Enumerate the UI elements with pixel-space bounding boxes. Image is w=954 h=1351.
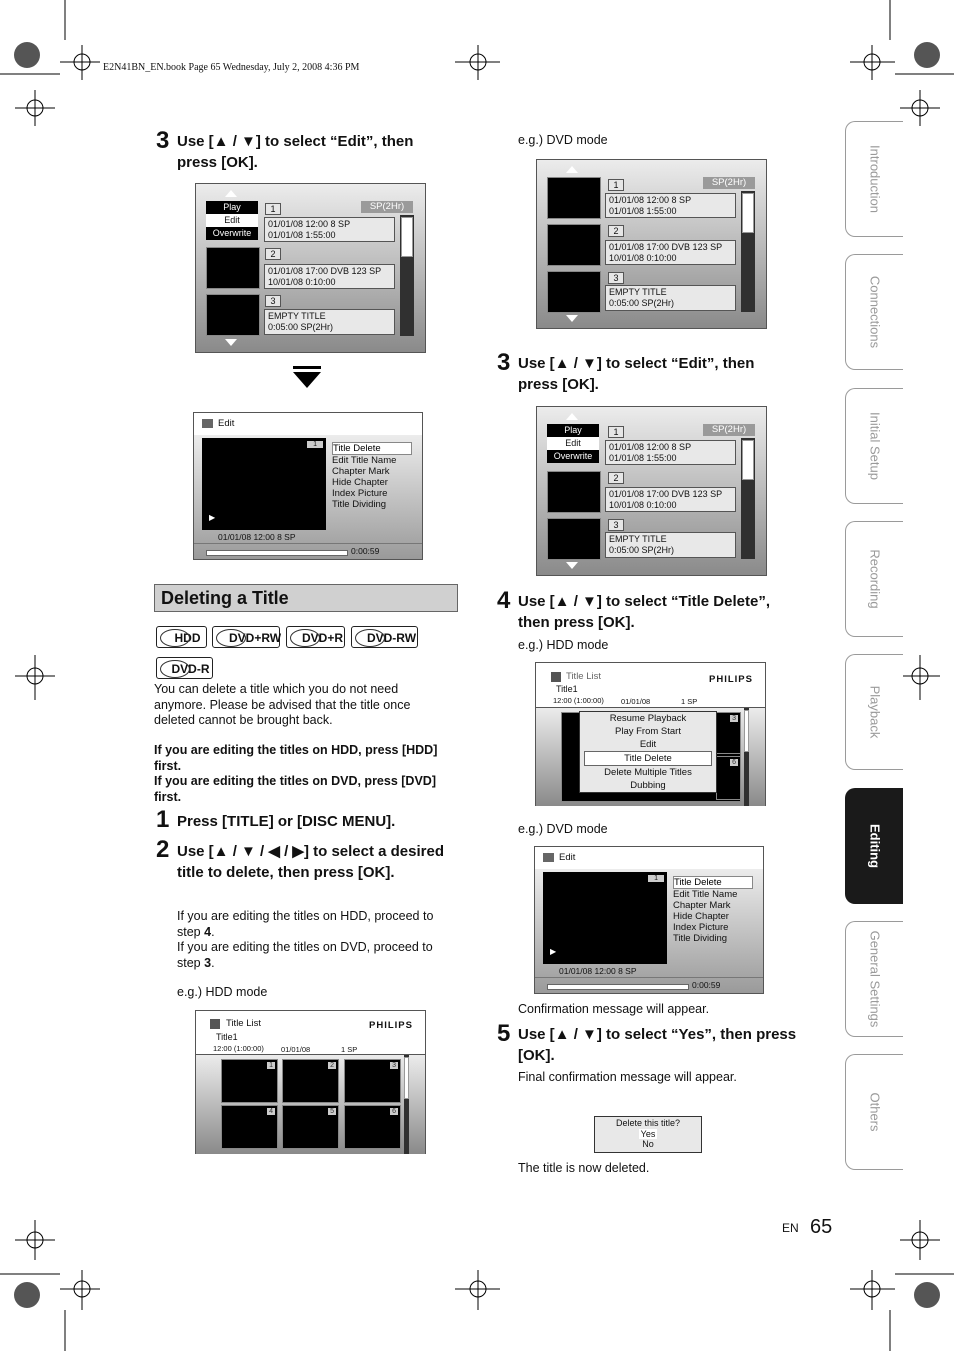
menu-item-overwrite[interactable]: Overwrite xyxy=(206,227,258,240)
play-icon: ▶ xyxy=(550,947,557,956)
context-menu xyxy=(206,201,258,240)
arrow-down-icon xyxy=(566,562,578,569)
title-thumbnail[interactable]: 3 xyxy=(716,712,741,754)
disc-badge-hdd: HDD xyxy=(156,626,207,648)
title-info: EMPTY TITLE 0:05:00 SP(2Hr) xyxy=(605,532,736,558)
edit-screen xyxy=(193,412,423,560)
scrollbar[interactable] xyxy=(400,215,414,336)
edit-info: 01/01/08 12:00 8 SP xyxy=(559,966,637,976)
menu-item-play[interactable]: Play xyxy=(206,201,258,214)
step-number: 3 xyxy=(156,127,170,154)
tab-others[interactable]: Others xyxy=(845,1054,903,1170)
edit-menu-item[interactable]: Title Delete xyxy=(673,876,753,889)
popup-menu-item[interactable]: Edit xyxy=(639,739,657,750)
title-thumbnail[interactable]: 2 xyxy=(282,1059,339,1103)
language-code: EN xyxy=(782,1221,799,1235)
title-number: 3 xyxy=(608,272,624,284)
edit-icon xyxy=(202,419,213,428)
title-number: 2 xyxy=(608,225,624,237)
edit-menu-item[interactable]: Hide Chapter xyxy=(673,911,729,922)
menu-item-edit[interactable]: Edit xyxy=(224,215,240,225)
title-thumbnail[interactable]: 6 xyxy=(716,756,741,800)
title-thumbnail xyxy=(206,247,260,289)
step-text: Use [▲ / ▼] to select “Title Delete”, then press [OK]. xyxy=(518,593,770,631)
disc-badge-dvd-plus-r: DVD+R xyxy=(286,626,345,648)
edit-menu-item[interactable]: Chapter Mark xyxy=(673,900,731,911)
page-number: 65 xyxy=(810,1216,833,1238)
title-number: 1 xyxy=(608,179,624,191)
example-label: e.g.) HDD mode xyxy=(177,985,268,999)
title-info: 01/01/08 17:00 DVB 123 SP 10/01/08 0:10:00 xyxy=(605,487,736,512)
preview-area: 1 ▶ Title Delete Edit Title Name Chapter Mark Hide Chapter Index Picture Title Dividing 01/01/08 12:00 8 SP 0:00:59 xyxy=(194,435,422,559)
no-button[interactable]: No xyxy=(642,1139,654,1149)
title-list-icon xyxy=(210,1019,220,1029)
menu-item-overwrite[interactable]: Overwrite xyxy=(547,450,599,463)
title-info: 01/01/08 12:00 8 SP 01/01/08 1:55:00 xyxy=(264,217,395,242)
mode-badge: SP(2Hr) xyxy=(703,424,755,436)
scrollbar[interactable] xyxy=(404,1055,409,1154)
title-thumbnail[interactable]: 1 xyxy=(221,1059,278,1103)
title-list-screen xyxy=(195,183,426,353)
menu-item-play[interactable]: Play xyxy=(547,424,599,437)
edit-menu-item[interactable]: Edit Title Name xyxy=(332,455,397,466)
title-number: 3 xyxy=(265,295,281,307)
mode-badge: SP(2Hr) xyxy=(703,177,755,189)
title-thumbnail[interactable]: 4 xyxy=(221,1105,278,1149)
edit-menu-item[interactable]: Edit Title Name xyxy=(673,889,738,900)
step-number: 4 xyxy=(497,587,511,614)
disc-badge-dvd-plus-rw: DVD+RW xyxy=(212,626,280,648)
final-confirm-text: Final confirmation message will appear. xyxy=(518,1070,737,1084)
brand-logo: PHILIPS xyxy=(709,674,753,685)
disc-badge-dvd-rw: DVD-RW xyxy=(351,626,418,648)
arrow-down-icon xyxy=(225,339,237,346)
title-info: EMPTY TITLE 0:05:00 SP(2Hr) xyxy=(264,309,395,335)
note-hdd: If you are editing the titles on HDD, press [HDD] first. xyxy=(154,743,438,773)
scrollbar[interactable] xyxy=(741,191,755,312)
disc-badge-dvd-r: DVD-R xyxy=(156,657,213,679)
edit-menu-item[interactable]: Chapter Mark xyxy=(332,466,390,477)
tab-introduction[interactable]: Introduction xyxy=(845,121,903,237)
play-icon: ▶ xyxy=(209,513,216,522)
step-number: 3 xyxy=(497,349,511,376)
arrow-down-icon xyxy=(566,315,578,322)
confirm-dialog xyxy=(594,1116,702,1153)
timeline xyxy=(206,550,348,556)
title-thumbnail xyxy=(547,518,601,560)
title-thumbnail xyxy=(547,471,601,513)
step-text: Press [TITLE] or [DISC MENU]. xyxy=(177,813,396,830)
deleted-text: The title is now deleted. xyxy=(518,1161,650,1175)
title-number: 1 xyxy=(265,203,281,215)
edit-header: Edit xyxy=(535,847,763,870)
note-dvd: If you are editing the titles on DVD, press [DVD] first. xyxy=(154,774,436,804)
title-thumbnail xyxy=(547,224,601,266)
example-label: e.g.) DVD mode xyxy=(518,822,608,836)
yes-button[interactable]: Yes xyxy=(640,1128,656,1139)
edit-menu xyxy=(332,442,412,510)
timeline xyxy=(547,984,689,990)
edit-info: 01/01/08 12:00 8 SP xyxy=(218,532,296,542)
tab-initial-setup[interactable]: Initial Setup xyxy=(845,388,903,504)
title-number: 2 xyxy=(608,472,624,484)
title-thumbnail xyxy=(547,271,601,313)
confirm-text: Confirmation message will appear. xyxy=(518,1002,710,1016)
title-list-icon xyxy=(551,672,561,682)
step-text: Use [▲ / ▼] to select “Edit”, then press [OK]. xyxy=(177,133,414,171)
title-thumbnail xyxy=(547,177,601,219)
intro-text: You can delete a title which you do not need anymore. Please be advised that the title once deleted cannot be brought back. xyxy=(154,682,411,727)
step-text: Use [▲ / ▼] to select “Yes”, then press [OK]. xyxy=(518,1026,797,1064)
tab-connections[interactable]: Connections xyxy=(845,254,903,370)
title-thumbnail[interactable]: 5 xyxy=(282,1105,339,1149)
popup-menu-item[interactable]: Dubbing xyxy=(630,780,666,791)
title-number: 1 xyxy=(608,426,624,438)
dialog-question: Delete this title? xyxy=(615,1118,681,1128)
menu-item-edit[interactable]: Edit xyxy=(565,438,581,448)
edit-header: Edit xyxy=(194,413,422,436)
edit-menu-item[interactable]: Title Dividing xyxy=(332,499,387,510)
step-number: 1 xyxy=(156,806,170,833)
title-thumbnail[interactable]: 6 xyxy=(344,1105,401,1149)
title-list-screen: Title List PHILIPS Title1 12:00 (1:00:00) 01/01/08 1 SP 1 2 3 4 5 6 xyxy=(195,1010,426,1154)
brand-logo: PHILIPS xyxy=(369,1020,413,1031)
popup-menu-item[interactable]: Resume Playback xyxy=(609,713,687,724)
edit-time: 0:00:59 xyxy=(351,546,380,556)
scrollbar[interactable] xyxy=(741,438,755,559)
step2-note-hdd: If you are editing the titles on HDD, proceed to step 4. xyxy=(177,909,434,939)
mode-badge: SP(2Hr) xyxy=(361,201,413,213)
popup-menu-item[interactable]: Delete Multiple Titles xyxy=(604,767,692,778)
file-info-header: E2N41BN_EN.book Page 65 Wednesday, July 2, 2008 4:36 PM xyxy=(103,62,360,73)
title-info: 01/01/08 17:00 DVB 123 SP 10/01/08 0:10:00 xyxy=(264,264,395,289)
title-info: 01/01/08 12:00 8 SP 01/01/08 1:55:00 xyxy=(605,193,736,218)
edit-screen xyxy=(534,846,764,994)
edit-icon xyxy=(543,853,554,862)
preview-area: 1 ▶ Title Delete Edit Title Name Chapter Mark Hide Chapter Index Picture Title Dividing 01/01/08 12:00 8 SP 0:00:59 xyxy=(535,869,763,993)
title-info: EMPTY TITLE 0:05:00 SP(2Hr) xyxy=(605,285,736,311)
scrollbar[interactable] xyxy=(744,708,749,806)
title-number: 2 xyxy=(265,248,281,260)
title-number: 3 xyxy=(608,519,624,531)
title-list-screen xyxy=(536,159,767,329)
step-number: 5 xyxy=(497,1020,511,1047)
title-thumbnail xyxy=(206,294,260,336)
example-label: e.g.) DVD mode xyxy=(518,133,608,147)
popup-menu-item[interactable]: Title Delete xyxy=(584,751,712,766)
arrow-up-icon xyxy=(566,413,578,420)
title-list-screen xyxy=(536,406,767,576)
tab-editing[interactable]: Editing xyxy=(845,788,903,904)
context-menu xyxy=(547,424,599,463)
step2-note-dvd: If you are editing the titles on DVD, proceed to step 3. xyxy=(177,940,433,970)
arrow-up-icon xyxy=(566,166,578,173)
edit-time: 0:00:59 xyxy=(692,980,721,990)
step-text: Use [▲ / ▼] to select “Edit”, then press [OK]. xyxy=(518,355,755,393)
edit-menu-item[interactable]: Title Dividing xyxy=(673,933,728,944)
title-list-menu-screen: Title List PHILIPS Title1 12:00 (1:00:00) 01/01/08 1 SP 3 6 Resume Playback Play From Start Edit Title Delete Delete Multiple Titles Dubbing xyxy=(535,662,766,806)
tab-recording[interactable]: Recording xyxy=(845,521,903,637)
title-info: 01/01/08 17:00 DVB 123 SP 10/01/08 0:10:00 xyxy=(605,240,736,265)
section-title: Deleting a Title xyxy=(154,584,458,612)
popup-menu xyxy=(579,711,717,793)
tab-general-settings[interactable]: General Settings xyxy=(845,921,903,1037)
edit-menu xyxy=(673,876,753,944)
example-label: e.g.) HDD mode xyxy=(518,638,609,652)
edit-menu-item[interactable]: Hide Chapter xyxy=(332,477,388,488)
edit-menu-item[interactable]: Index Picture xyxy=(332,488,388,499)
step-text: Use [▲ / ▼ / ◀ / ▶] to select a desired title to delete, then press [OK]. xyxy=(177,843,445,881)
tab-playback[interactable]: Playback xyxy=(845,654,903,770)
step-number: 2 xyxy=(156,836,170,863)
arrow-down-icon xyxy=(293,366,321,388)
arrow-up-icon xyxy=(225,190,237,197)
edit-menu-item[interactable]: Index Picture xyxy=(673,922,729,933)
edit-menu-item[interactable]: Title Delete xyxy=(332,442,412,455)
title-info: 01/01/08 12:00 8 SP 01/01/08 1:55:00 xyxy=(605,440,736,465)
popup-menu-item[interactable]: Play From Start xyxy=(615,726,681,737)
title-thumbnail[interactable]: 3 xyxy=(344,1059,401,1103)
